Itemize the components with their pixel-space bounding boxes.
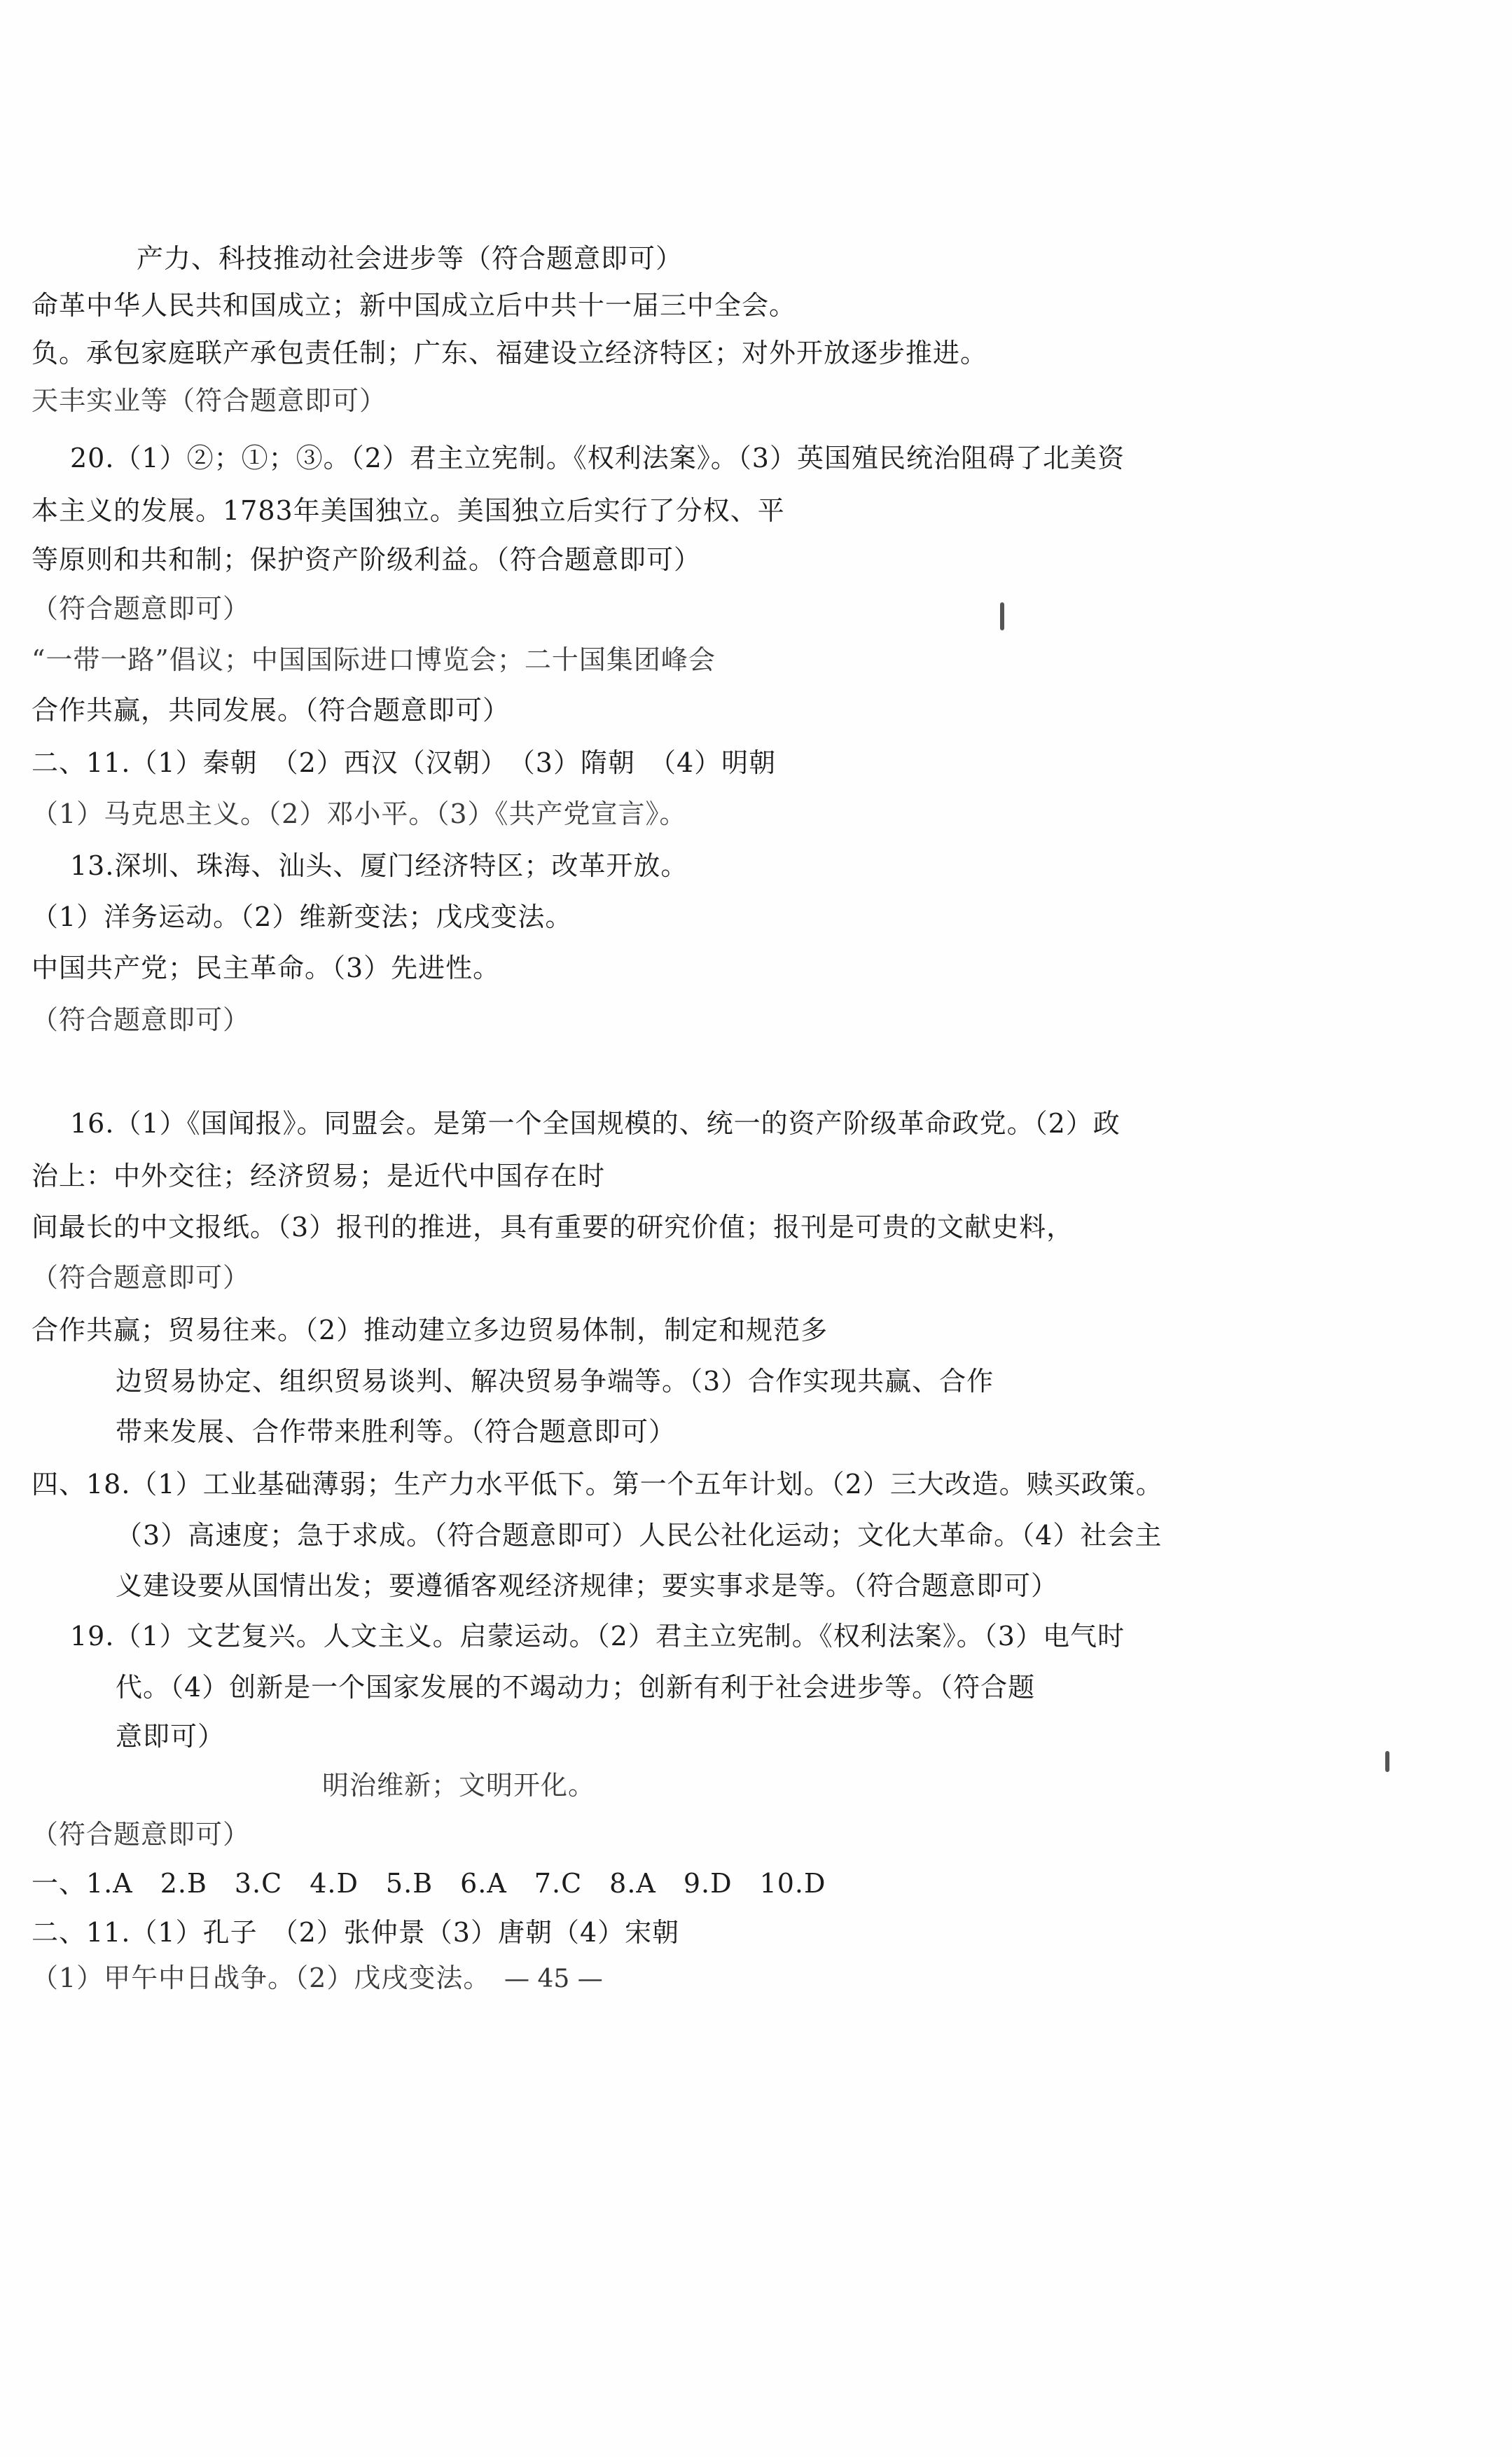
ink-mark — [1385, 1751, 1389, 1772]
text-line: 命革中华人民共和国成立；新中国成立后中共十一届三中全会。 — [32, 290, 797, 321]
text-line: 负。承包家庭联产承包责任制；广东、福建设立经济特区；对外开放逐步推进。 — [32, 338, 988, 368]
text-line: 产力、科技推动社会进步等（符合题意即可） — [137, 243, 684, 274]
text-line: 代。（4）创新是一个国家发展的不竭动力；创新有利于社会进步等。（符合题 — [116, 1672, 1036, 1703]
text-line: （符合题意即可） — [32, 1004, 251, 1035]
text-line: 四、18.（1）工业基础薄弱；生产力水平低下。第一个五年计划。（2）三大改造。赎买政策。 — [32, 1469, 1163, 1500]
text-line: 19.（1）文艺复兴。人文主义。启蒙运动。（2）君主立宪制。《权利法案》。（3）电气时 — [70, 1621, 1125, 1652]
text-line: 一、1.A 2.B 3.C 4.D 5.B 6.A 7.C 8.A 9.D 10.D — [32, 1868, 826, 1899]
text-line: 义建设要从国情出发；要遵循客观经济规律；要实事求是等。（符合题意即可） — [116, 1570, 1059, 1601]
text-line: 等原则和共和制；保护资产阶级利益。（符合题意即可） — [32, 544, 702, 575]
text-line: 间最长的中文报纸。（3）报刊的推进，具有重要的研究价值；报刊是可贵的文献史料， — [32, 1212, 1074, 1243]
text-line: 带来发展、合作带来胜利等。（符合题意即可） — [116, 1416, 677, 1447]
text-line: 中国共产党；民主革命。（3）先进性。 — [32, 953, 501, 983]
text-line: 二、11.（1）秦朝 （2）西汉（汉朝） （3）隋朝 （4）明朝 — [32, 747, 777, 778]
text-line: 合作共赢，共同发展。（符合题意即可） — [32, 695, 511, 726]
text-line: 边贸易协定、组织贸易谈判、解决贸易争端等。（3）合作实现共赢、合作 — [116, 1366, 994, 1397]
text-line: （符合题意即可） — [32, 1819, 251, 1850]
text-line: （符合题意即可） — [32, 593, 251, 624]
text-line: （符合题意即可） — [32, 1262, 251, 1293]
text-line: 明治维新；文明开化。 — [322, 1770, 596, 1801]
text-line: 合作共赢；贸易往来。（2）推动建立多边贸易体制，制定和规范多 — [32, 1315, 828, 1345]
text-line: （1）甲午中日战争。（2）戊戌变法。 — [32, 1963, 491, 1993]
text-line: 意即可） — [116, 1721, 226, 1752]
text-line: （1）马克思主义。（2）邓小平。（3）《共产党宣言》。 — [32, 798, 687, 829]
text-line: 二、11.（1）孔子 （2）张仲景（3）唐朝（4）宋朝 — [32, 1917, 680, 1948]
text-line: 天丰实业等（符合题意即可） — [32, 385, 387, 416]
text-line: 本主义的发展。1783年美国独立。美国独立后实行了分权、平 — [32, 495, 785, 526]
text-line: （3）高速度；急于求成。（符合题意即可）人民公社化运动；文化大革命。（4）社会主 — [116, 1520, 1163, 1551]
text-line: “一带一路”倡议；中国国际进口博览会；二十国集团峰会 — [32, 644, 716, 675]
page-number: — 45 — — [504, 1965, 603, 1993]
ink-mark — [1000, 602, 1004, 630]
text-line: 治上：中外交往；经济贸易；是近代中国存在时 — [32, 1161, 606, 1191]
text-line: （1）洋务运动。（2）维新变法；戊戌变法。 — [32, 901, 573, 932]
text-line: 13.深圳、珠海、汕头、厦门经济特区；改革开放。 — [70, 850, 688, 881]
text-line: 16.（1）《国闻报》。同盟会。是第一个全国规模的、统一的资产阶级革命政党。（2）政 — [70, 1108, 1121, 1139]
text-line: 20.（1）②；①；③。（2）君主立宪制。《权利法案》。（3）英国殖民统治阻碍了北美资 — [70, 443, 1125, 473]
